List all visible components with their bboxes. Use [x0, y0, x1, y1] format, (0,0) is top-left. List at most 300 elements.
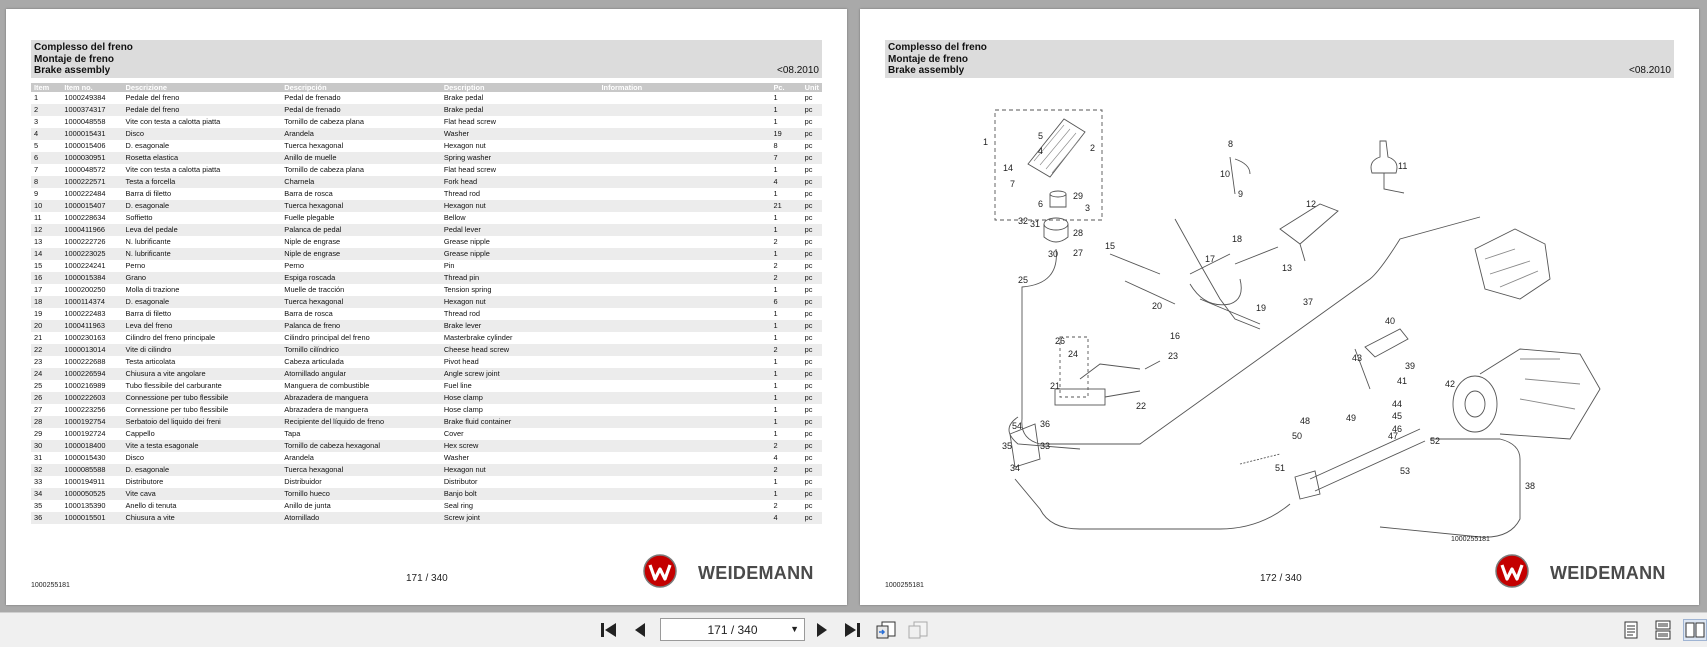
page-number-value: 171 / 340	[707, 622, 758, 637]
cell-descripcion: Barra de rosca	[284, 189, 333, 198]
cell-descrizione: Disco	[123, 128, 282, 140]
header-title-en: Brake assembly	[34, 65, 111, 76]
cell-information	[599, 116, 771, 128]
cell-pc: 1	[770, 320, 801, 332]
callout-label: 37	[1303, 297, 1314, 307]
weidemann-logo	[643, 553, 823, 589]
cell-pc: 7	[770, 152, 801, 164]
cell-information	[599, 488, 771, 500]
callout-label: 25	[1018, 275, 1029, 285]
two-page-view-button[interactable]	[1683, 619, 1707, 641]
next-page-icon	[815, 621, 829, 639]
cell-information	[599, 416, 771, 428]
cell-item: 17	[34, 285, 43, 294]
continuous-page-icon	[1654, 620, 1672, 640]
cell-description: Spring washer	[441, 152, 599, 164]
cell-descrizione: Serbatoio del liquido dei freni	[123, 416, 282, 428]
cell-item-no: 1000228634	[64, 213, 106, 222]
cell-pc: 1	[770, 368, 801, 380]
callout-label: 12	[1306, 199, 1317, 209]
cell-description: Cheese head screw	[441, 344, 599, 356]
cell-information	[599, 344, 771, 356]
header-date: <08.2010	[777, 65, 819, 76]
col-header-information: Information	[599, 83, 771, 92]
cell-item-no: 1000050525	[61, 488, 122, 500]
cell-descripcion: Recipiente del líquido de freno	[281, 416, 441, 428]
cell-descrizione: Soffietto	[125, 213, 153, 222]
col-header-item: Item	[31, 83, 61, 92]
cell-unit: pc	[802, 464, 822, 476]
cell-item-no: 1000226594	[61, 368, 122, 380]
cell-descripcion: Tornillo de cabeza hexagonal	[281, 440, 441, 452]
cell-information	[599, 296, 771, 308]
table-row	[31, 344, 822, 356]
pdf-page-right	[860, 9, 1699, 605]
cell-item-no: 1000216989	[64, 381, 106, 390]
cell-item: 29	[34, 429, 43, 438]
cell-description: Brake pedal	[443, 93, 484, 102]
callout-label: 40	[1385, 316, 1396, 326]
cell-description: Brake fluid container	[441, 416, 599, 428]
callout-label: 8	[1228, 139, 1234, 149]
pdf-viewer-toolbar	[0, 612, 1707, 647]
cell-pc: 1	[773, 381, 778, 390]
cell-pc: 19	[770, 128, 801, 140]
cell-descrizione: D. esagonale	[125, 141, 170, 150]
cell-item-no: 1000222484	[64, 189, 106, 198]
last-page-button[interactable]	[840, 619, 864, 641]
forward-view-icon	[907, 620, 929, 640]
cell-unit: pc	[802, 416, 822, 428]
cell-description: Hose clamp	[441, 392, 599, 404]
cell-unit: pc	[804, 117, 813, 126]
table-row	[31, 488, 822, 500]
table-row	[31, 320, 822, 332]
header-title-it: Complesso del freno	[34, 42, 133, 53]
cell-item: 30	[31, 440, 61, 452]
cell-description: Cover	[443, 429, 464, 438]
cell-item-no: 1000249384	[64, 93, 106, 102]
cell-descripcion: Atornillado	[281, 512, 441, 524]
table-row	[31, 164, 822, 176]
col-header-item-no: Item no.	[61, 83, 122, 92]
cell-unit: pc	[802, 512, 822, 524]
table-row	[31, 284, 822, 296]
cell-description: Washer	[441, 128, 599, 140]
previous-page-button[interactable]	[630, 619, 650, 641]
cell-item: 26	[31, 392, 61, 404]
go-back-view-button[interactable]	[874, 619, 898, 641]
callout-label: 3	[1085, 203, 1091, 213]
cell-descrizione: Pedale del freno	[123, 104, 282, 116]
callout-label: 26	[1055, 336, 1066, 346]
cell-descrizione: Pedale del freno	[125, 93, 180, 102]
cell-descrizione: Grano	[123, 272, 282, 284]
weidemann-logo	[1495, 553, 1675, 589]
cell-descripcion: Tapa	[284, 429, 301, 438]
cell-information	[599, 392, 771, 404]
cell-pc: 2	[773, 261, 778, 270]
header-title-it: Complesso del freno	[888, 42, 987, 53]
cell-information	[599, 428, 771, 440]
cell-information	[599, 272, 771, 284]
cell-item-no: 1000114374	[61, 296, 122, 308]
chevron-down-icon[interactable]: ▼	[790, 624, 799, 634]
cell-information	[599, 152, 771, 164]
cell-descrizione: Chiusura a vite	[123, 512, 282, 524]
callout-label: 28	[1073, 228, 1084, 238]
col-header-descrizione: Descrizione	[123, 83, 282, 92]
cell-description: Hose clamp	[443, 405, 483, 414]
cell-item: 22	[31, 344, 61, 356]
cell-descrizione: Barra di filetto	[125, 189, 172, 198]
cell-item-no: 1000018400	[61, 440, 122, 452]
callout-label: 39	[1405, 361, 1416, 371]
cell-item-no: 1000192754	[61, 416, 122, 428]
table-row	[31, 176, 822, 188]
cell-unit: pc	[802, 392, 822, 404]
cell-descrizione: Vite a testa esagonale	[123, 440, 282, 452]
callout-label: 4	[1038, 146, 1044, 156]
cell-descripcion: Barra de rosca	[284, 309, 333, 318]
cell-descrizione: Testa a forcella	[123, 176, 282, 188]
cell-pc: 1	[770, 248, 801, 260]
cell-item: 4	[31, 128, 61, 140]
cell-unit: pc	[804, 189, 813, 198]
cell-item-no: 1000223025	[61, 248, 122, 260]
callout-label: 14	[1003, 163, 1014, 173]
table-row	[31, 404, 822, 416]
cell-description: Pivot head	[443, 357, 479, 366]
cell-descripcion: Perno	[284, 261, 305, 270]
page-header	[31, 40, 822, 78]
table-row	[31, 296, 822, 308]
callout-label: 16	[1170, 331, 1181, 341]
cell-unit: pc	[804, 501, 813, 510]
cell-pc: 2	[770, 464, 801, 476]
cell-description: Hexagon nut	[441, 200, 599, 212]
cell-pc: 1	[773, 357, 778, 366]
cell-descripcion: Arandela	[281, 128, 441, 140]
header-title-es: Montaje de freno	[888, 53, 969, 65]
callout-label: 2	[1090, 143, 1096, 153]
table-row	[31, 512, 822, 524]
cell-information	[599, 248, 771, 260]
cell-unit: pc	[802, 488, 822, 500]
cell-information	[599, 224, 771, 236]
callout-label: 18	[1232, 234, 1243, 244]
weidemann-logo-icon	[643, 554, 677, 588]
cell-description: Masterbrake cylinder	[443, 333, 513, 342]
cell-description: Hex screw	[441, 440, 599, 452]
cell-pc: 1	[773, 189, 778, 198]
cell-descripcion: Distribuidor	[284, 477, 322, 486]
cell-item: 9	[34, 189, 39, 198]
callout-label: 27	[1073, 248, 1084, 258]
brand-wordmark: WEIDEMANN	[698, 563, 814, 583]
cell-description: Thread rod	[443, 309, 480, 318]
cell-description: Washer	[443, 453, 470, 462]
cell-descripcion: Niple de engrase	[281, 248, 441, 260]
cell-unit: pc	[804, 93, 813, 102]
cell-descrizione: Cappello	[125, 429, 155, 438]
cell-item: 10	[31, 200, 61, 212]
callout-label: 24	[1068, 349, 1079, 359]
cell-pc: 1	[773, 477, 778, 486]
page-number-input[interactable]	[660, 618, 805, 641]
single-page-view-button[interactable]	[1620, 619, 1642, 641]
cell-item-no: 1000222483	[64, 309, 106, 318]
go-forward-view-button[interactable]	[906, 619, 930, 641]
cell-item-no: 1000223256	[64, 405, 106, 414]
cell-descripcion: Charnela	[281, 176, 441, 188]
cell-item-no: 1000085588	[61, 464, 122, 476]
cell-item-no: 1000015501	[61, 512, 122, 524]
cell-item: 15	[34, 261, 43, 270]
callout-label: 51	[1275, 463, 1286, 473]
two-page-icon	[1685, 621, 1705, 639]
table-row	[31, 428, 822, 440]
cell-item: 5	[34, 141, 39, 150]
cell-description: Hexagon nut	[441, 464, 599, 476]
table-row	[31, 332, 822, 344]
cell-unit: pc	[804, 165, 813, 174]
cell-descrizione: D. esagonale	[123, 296, 282, 308]
callout-label: 9	[1238, 189, 1244, 199]
cell-descrizione: Vite con testa a calotta piatta	[125, 117, 221, 126]
cell-item: 14	[31, 248, 61, 260]
cell-description: Pin	[443, 261, 455, 270]
cell-information	[599, 368, 771, 380]
callout-label: 38	[1525, 481, 1536, 491]
callout-label: 41	[1397, 376, 1408, 386]
cell-information	[599, 356, 771, 368]
cell-unit: pc	[804, 333, 813, 342]
table-row	[31, 200, 822, 212]
cell-item-no: 1000411963	[61, 320, 122, 332]
cell-descrizione: Barra di filetto	[125, 309, 172, 318]
cell-pc: 1	[773, 429, 778, 438]
cell-descripcion: Anillo de junta	[284, 501, 331, 510]
cell-item-no: 1000194911	[64, 477, 105, 486]
cell-information	[599, 128, 771, 140]
cell-information	[599, 212, 771, 224]
callout-label: 53	[1400, 466, 1411, 476]
cell-description: Bellow	[443, 213, 466, 222]
cell-pc: 1	[773, 285, 778, 294]
callout-label: 36	[1040, 419, 1051, 429]
callout-label: 6	[1038, 199, 1044, 209]
callout-label: 5	[1038, 131, 1044, 141]
table-row	[31, 272, 822, 284]
cell-pc: 2	[770, 344, 801, 356]
table-row	[31, 188, 822, 200]
cell-descrizione: Vite cava	[123, 488, 282, 500]
cell-descrizione: Disco	[125, 453, 144, 462]
continuous-view-button[interactable]	[1652, 619, 1674, 641]
cell-information	[599, 92, 771, 104]
cell-pc: 1	[770, 392, 801, 404]
table-row	[31, 104, 822, 116]
cell-information	[599, 476, 771, 488]
cell-unit: pc	[804, 405, 813, 414]
callout-label: 43	[1352, 353, 1363, 363]
cell-unit: pc	[802, 344, 822, 356]
table-row	[31, 380, 822, 392]
cell-descrizione: N. lubrificante	[125, 237, 171, 246]
cell-item-no: 1000222603	[61, 392, 122, 404]
cell-pc: 1	[770, 104, 801, 116]
cell-information	[599, 140, 771, 152]
brake-assembly-exploded-diagram	[960, 99, 1660, 544]
cell-descripcion: Tuerca hexagonal	[281, 200, 441, 212]
cell-item-no: 1000230163	[64, 333, 106, 342]
first-page-button[interactable]	[597, 619, 621, 641]
cell-item: 25	[34, 381, 43, 390]
cell-unit: pc	[802, 296, 822, 308]
cell-information	[599, 200, 771, 212]
next-page-button[interactable]	[812, 619, 832, 641]
table-row	[31, 440, 822, 452]
cell-information	[599, 164, 771, 176]
page-header	[885, 40, 1674, 78]
cell-item-no: 1000374317	[61, 104, 122, 116]
cell-descripcion: Muelle de tracción	[284, 285, 345, 294]
cell-descrizione: Leva del freno	[123, 320, 282, 332]
cell-descripcion: Cilindro principal del freno	[284, 333, 370, 342]
cell-pc: 4	[770, 176, 801, 188]
callout-label: 20	[1152, 301, 1163, 311]
callout-label: 49	[1346, 413, 1357, 423]
cell-item: 11	[34, 213, 42, 222]
cell-description: Banjo bolt	[441, 488, 599, 500]
header-title-en: Brake assembly	[888, 65, 965, 76]
document-id: 1000255181	[885, 582, 924, 589]
callout-label: 33	[1040, 441, 1051, 451]
cell-pc: 4	[770, 512, 801, 524]
cell-information	[599, 236, 771, 248]
cell-description: Thread rod	[443, 189, 480, 198]
cell-description: Flat head screw	[443, 165, 496, 174]
cell-pc: 1	[773, 309, 778, 318]
cell-pc: 1	[773, 117, 778, 126]
table-row	[31, 128, 822, 140]
cell-unit: pc	[804, 213, 813, 222]
back-view-icon	[875, 620, 897, 640]
cell-description: Seal ring	[443, 501, 473, 510]
cell-description: Hexagon nut	[441, 296, 599, 308]
cell-item: 31	[34, 453, 43, 462]
cell-item-no: 1000048558	[64, 117, 106, 126]
table-row	[31, 368, 822, 380]
cell-description: Fork head	[441, 176, 599, 188]
callout-label: 54	[1012, 421, 1023, 431]
callout-label: 31	[1030, 219, 1041, 229]
cell-information	[599, 452, 771, 464]
cell-unit: pc	[804, 453, 813, 462]
cell-descrizione: Cilindro del freno principale	[125, 333, 216, 342]
cell-item: 2	[31, 104, 61, 116]
cell-item: 18	[31, 296, 61, 308]
cell-descripcion: Tornillo cilíndrico	[281, 344, 441, 356]
cell-item: 12	[31, 224, 61, 236]
table-row	[31, 308, 822, 320]
table-row	[31, 464, 822, 476]
col-header-pc: Pc.	[770, 83, 801, 92]
cell-descrizione: Connessione per tubo flessibile	[123, 392, 282, 404]
cell-unit: pc	[802, 248, 822, 260]
cell-descripcion: Abrazadera de manguera	[284, 405, 369, 414]
cell-pc: 1	[770, 224, 801, 236]
callout-label: 48	[1300, 416, 1311, 426]
col-header-descripcion: Descripción	[281, 83, 441, 92]
cell-unit: pc	[804, 357, 813, 366]
cell-descripcion: Espiga roscada	[281, 272, 441, 284]
callout-label: 11	[1398, 161, 1408, 171]
cell-item: 8	[31, 176, 61, 188]
cell-descripcion: Tornillo hueco	[281, 488, 441, 500]
cell-item: 3	[34, 117, 39, 126]
page-number: 172 / 340	[1260, 573, 1302, 584]
cell-item-no: 1000192724	[64, 429, 106, 438]
callout-label: 23	[1168, 351, 1179, 361]
page-number: 171 / 340	[406, 573, 448, 584]
cell-description: Angle screw joint	[441, 368, 599, 380]
cell-information	[599, 464, 771, 476]
cell-unit: pc	[802, 224, 822, 236]
callout-label: 22	[1136, 401, 1147, 411]
header-date: <08.2010	[1629, 65, 1671, 76]
cell-pc: 1	[773, 165, 778, 174]
table-row	[31, 356, 822, 368]
callout-label: 30	[1048, 249, 1059, 259]
col-header-unit: Unit	[802, 83, 822, 92]
cell-descrizione: Distributore	[125, 477, 164, 486]
cell-unit: pc	[804, 261, 813, 270]
parts-table	[31, 83, 822, 524]
cell-information	[599, 500, 771, 512]
callout-label: 45	[1392, 411, 1403, 421]
cell-description: Brake pedal	[441, 104, 599, 116]
cell-unit: pc	[802, 176, 822, 188]
cell-item-no: 1000030951	[61, 152, 122, 164]
cell-descripcion: Pedal de frenado	[281, 104, 441, 116]
cell-descrizione: Chiusura a vite angolare	[123, 368, 282, 380]
pdf-page-left	[6, 9, 847, 605]
cell-item: 36	[31, 512, 61, 524]
cell-item-no: 1000200250	[64, 285, 106, 294]
cell-item: 28	[31, 416, 61, 428]
cell-information	[599, 308, 771, 320]
cell-item-no: 1000015430	[64, 453, 106, 462]
callout-label: 29	[1073, 191, 1084, 201]
cell-item-no: 1000222688	[64, 357, 106, 366]
cell-descrizione: Molla di trazione	[125, 285, 180, 294]
cell-descrizione: Vite con testa a calotta piatta	[125, 165, 221, 174]
cell-descripcion: Niple de engrase	[284, 237, 341, 246]
cell-pc: 21	[770, 200, 801, 212]
cell-description: Grease nipple	[443, 237, 490, 246]
cell-unit: pc	[802, 440, 822, 452]
cell-information	[599, 512, 771, 524]
callout-label: 42	[1445, 379, 1456, 389]
cell-descripcion: Arandela	[284, 453, 314, 462]
cell-descripcion: Fuelle plegable	[284, 213, 335, 222]
cell-item: 23	[34, 357, 43, 366]
cell-descripcion: Tuerca hexagonal	[281, 464, 441, 476]
table-row	[31, 140, 822, 152]
cell-descrizione: N. lubrificante	[123, 248, 282, 260]
